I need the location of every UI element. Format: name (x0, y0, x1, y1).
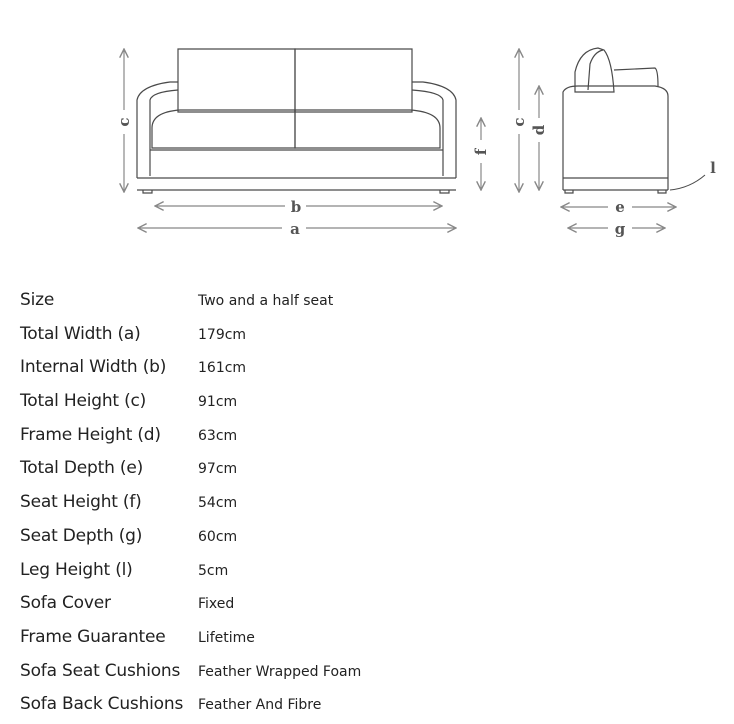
label-front-b: b (290, 198, 302, 216)
spec-label: Seat Depth (g) (20, 525, 143, 546)
spec-row-frame-height (20, 421, 720, 455)
spec-label: Sofa Back Cushions (20, 694, 184, 715)
spec-label: Sofa Seat Cushions (20, 660, 181, 681)
spec-value: 179cm (198, 326, 247, 343)
sofa-side-view (563, 48, 705, 193)
label-side-c: c (510, 117, 528, 127)
label-front-c: c (115, 117, 133, 127)
spec-label: Total Depth (e) (20, 458, 144, 479)
spec-value: Fixed (198, 596, 235, 613)
sofa-dimension-diagram (0, 0, 734, 285)
label-front-a: a (290, 220, 300, 238)
spec-label: Frame Guarantee (20, 626, 166, 647)
spec-value: 161cm (198, 360, 247, 377)
spec-value: 5cm (198, 562, 229, 579)
spec-row-sofa-cover (20, 589, 720, 623)
spec-row-total-depth (20, 454, 720, 488)
spec-value: 60cm (198, 528, 238, 545)
spec-row-seat-depth (20, 522, 720, 556)
spec-value: Lifetime (198, 629, 255, 646)
spec-row-seat-height (20, 488, 720, 522)
spec-label: Frame Height (d) (20, 424, 161, 445)
side-dimension-arrows (519, 49, 676, 228)
spec-value: Feather Wrapped Foam (198, 663, 362, 680)
spec-row-leg-height (20, 556, 720, 590)
spec-row-size (20, 286, 720, 320)
spec-value: 63cm (198, 427, 238, 444)
spec-value: 91cm (198, 394, 238, 411)
specification-table (20, 286, 720, 724)
spec-value: 54cm (198, 495, 238, 512)
label-side-g: g (614, 220, 626, 238)
spec-row-back-cushions (20, 690, 720, 724)
spec-label: Size (20, 290, 55, 310)
spec-row-seat-cushions (20, 657, 720, 691)
spec-label: Sofa Cover (20, 593, 111, 614)
spec-row-total-width (20, 320, 720, 354)
spec-label: Total Height (c) (20, 391, 147, 412)
spec-value: Two and a half seat (198, 293, 334, 309)
spec-row-total-height (20, 387, 720, 421)
label-side-e: e (615, 198, 625, 216)
label-side-l: l (710, 159, 716, 177)
spec-value: 97cm (198, 461, 238, 478)
spec-row-internal-width (20, 353, 720, 387)
label-front-f: f (472, 148, 490, 156)
spec-label: Internal Width (b) (20, 357, 167, 378)
spec-label: Total Width (a) (20, 323, 141, 344)
spec-label: Seat Height (f) (20, 492, 142, 513)
spec-row-frame-guarantee (20, 623, 720, 657)
sofa-front-view (137, 49, 456, 193)
spec-label: Leg Height (l) (20, 559, 133, 580)
spec-value: Feather And Fibre (198, 697, 322, 714)
label-side-d: d (530, 124, 548, 136)
